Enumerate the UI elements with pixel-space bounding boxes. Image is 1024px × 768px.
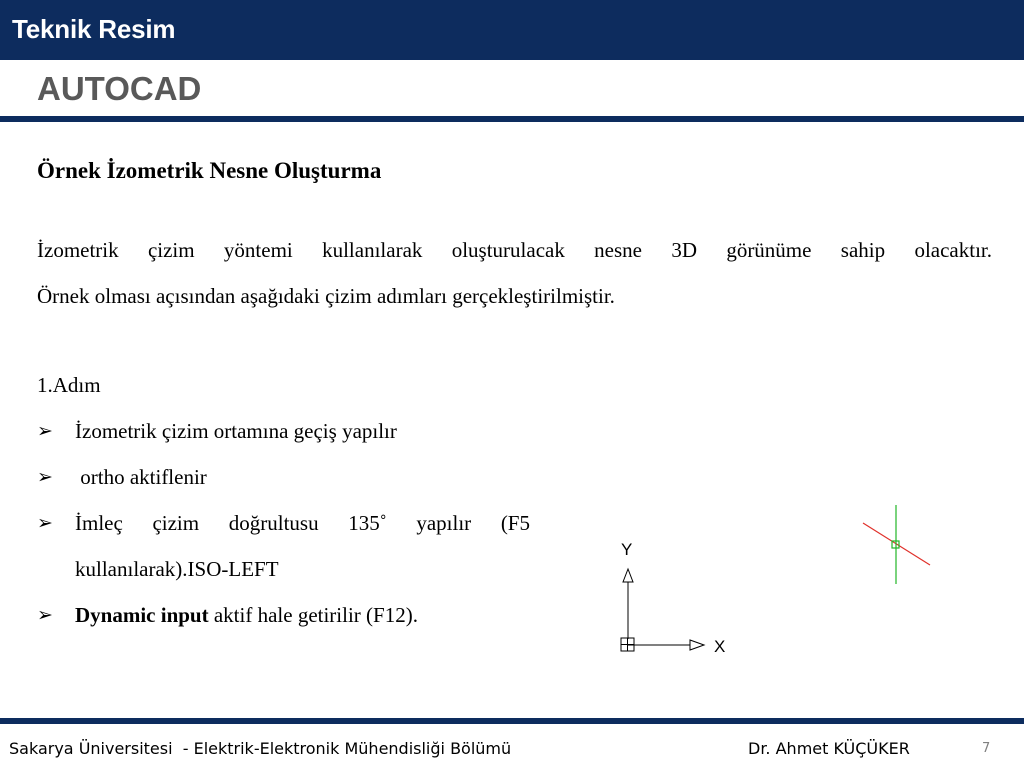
bullet-text-line-1: İmleç çizim doğrultusu 135˚ yapılır (F5	[75, 511, 530, 535]
ucs-y-label: Y	[621, 540, 633, 559]
step-label: 1.Adım	[37, 373, 101, 397]
list-item	[37, 500, 992, 592]
bullet-arrow-icon: ➢	[37, 512, 53, 534]
bullet-arrow-icon: ➢	[37, 604, 53, 626]
bullet-text: ortho aktiflenir	[75, 465, 207, 489]
footer-institution: Sakarya Üniversitesi - Elektrik-Elektronik Mühendisliği Bölümü	[9, 739, 512, 758]
bullet-text: aktif hale getirilir (F12).	[208, 603, 418, 627]
ucs-y-arrow-icon	[623, 569, 633, 582]
ucs-icon	[610, 535, 750, 660]
footer-author: Dr. Ahmet KÜÇÜKER	[748, 739, 910, 758]
footer-divider	[0, 718, 1024, 724]
ucs-x-arrow-icon	[690, 640, 704, 650]
ucs-x-label: X	[714, 637, 726, 656]
bullet-text-line-2: kullanılarak).ISO-LEFT	[75, 557, 279, 581]
slide-body	[37, 158, 992, 638]
list-item	[37, 408, 992, 454]
title-divider	[0, 116, 1024, 122]
slide-title: AUTOCAD	[37, 70, 202, 107]
list-item	[37, 592, 992, 638]
step-bullet-list	[37, 408, 992, 638]
intro-paragraph	[37, 227, 992, 319]
intro-line-2: Örnek olması açısından aşağıdaki çizim adımları gerçekleştirilmiştir.	[37, 284, 615, 308]
isometric-crosshair-cursor	[860, 505, 940, 590]
bullet-text: İzometrik çizim ortamına geçiş yapılır	[75, 419, 397, 443]
section-heading: Örnek İzometrik Nesne Oluşturma	[37, 158, 382, 183]
bullet-arrow-icon: ➢	[37, 466, 53, 488]
list-item	[37, 454, 992, 500]
bullet-bold-text: Dynamic input	[75, 603, 209, 627]
page-number: 7	[982, 741, 991, 756]
bullet-arrow-icon: ➢	[37, 420, 53, 442]
intro-line-1: İzometrik çizim yöntemi kullanılarak oluşturulacak nesne 3D görünüme sahip olacaktır.	[37, 238, 992, 262]
header-bar	[0, 0, 1024, 60]
course-title: Teknik Resim	[12, 14, 176, 44]
